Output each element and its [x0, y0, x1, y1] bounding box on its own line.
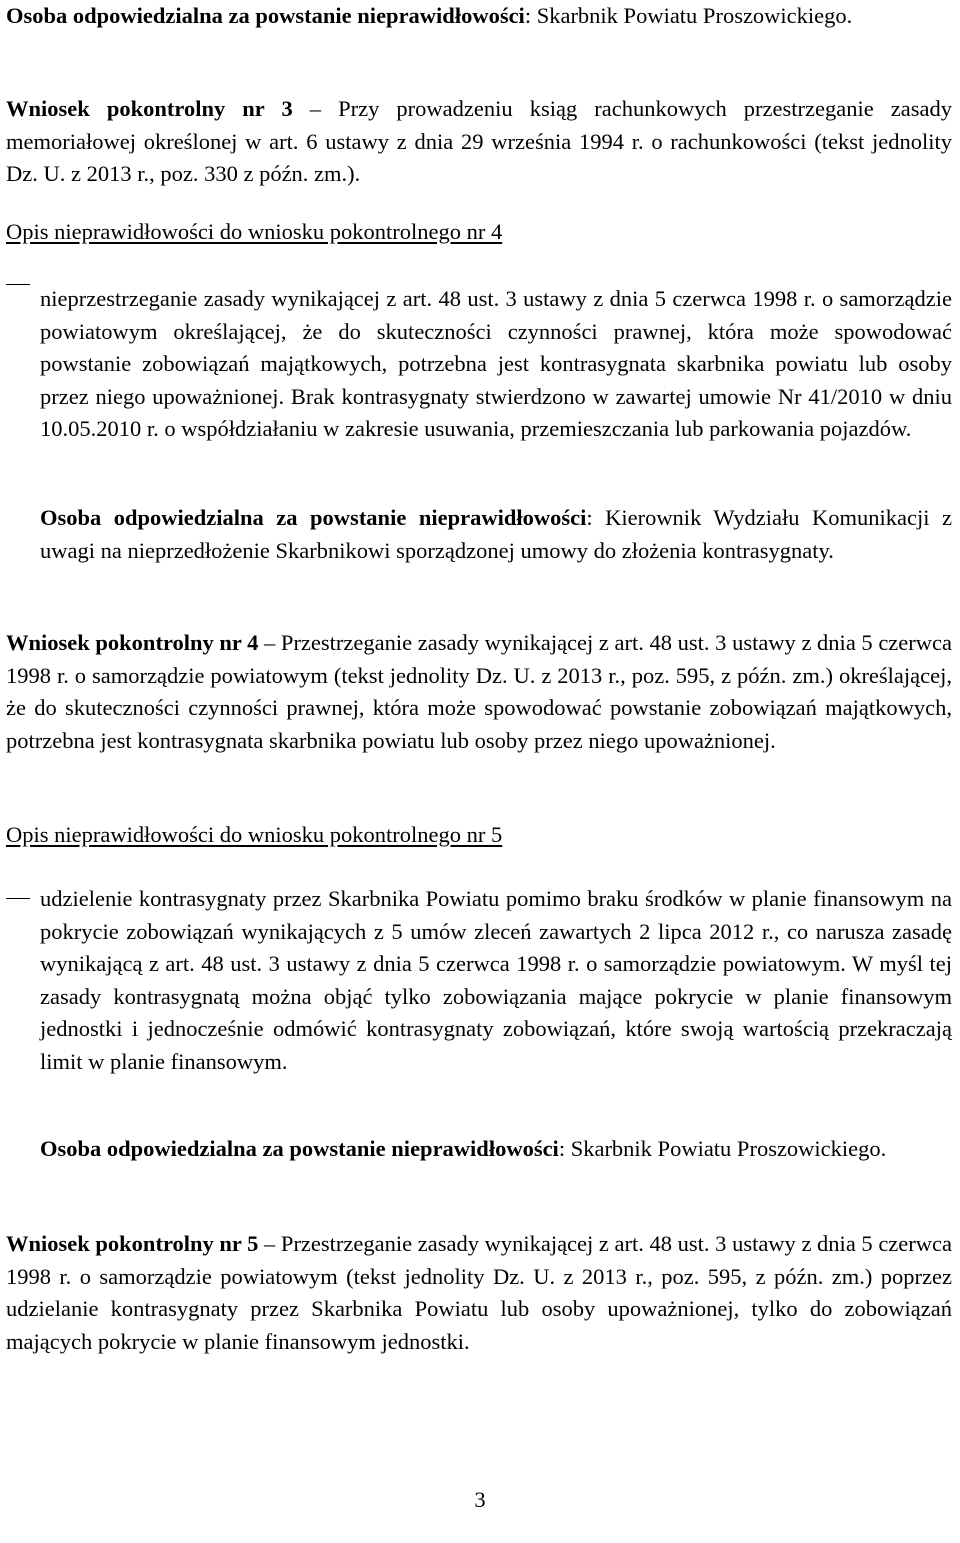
- recommendation-5-text: – Przestrzeganie zasady wynikającej z art. 48 ust. 3 ustawy z dnia 5 czerwca 1998 r. o samorządzie powiatowym (tekst jednolity Dz. U. z 2013 r., poz. 595, z późn. zm.) poprzez udzielanie kontrasygnaty przez Skarbnika Powiatu lub osoby upoważnionej, tylko do zobowiązań mających pokrycie w planie finansowym jednostki.: [6, 1231, 952, 1354]
- responsible-person-paragraph: [40, 1133, 952, 1166]
- recommendation-3-label: Wniosek pokontrolny nr 3: [6, 96, 293, 121]
- recommendation-3-text: – Przy prowadzeniu ksiąg rachunkowych przestrzeganie zasady memoriałowej określonej w art. 6 ustawy z dnia 29 września 1994 r. o rachunkowości (tekst jednolity Dz. U. z 2013 r., poz. 330 z późn. zm.).: [6, 96, 952, 187]
- recommendation-4-label: Wniosek pokontrolny nr 4: [6, 630, 259, 655]
- responsible-person-text: : Skarbnik Powiatu Proszowickiego.: [558, 1136, 887, 1161]
- responsible-person-label: Osoba odpowiedzialna za powstanie nieprawidłowości: [40, 1136, 559, 1161]
- irregularity-heading-4: Opis nieprawidłowości do wniosku pokontrolnego nr 4: [6, 219, 503, 244]
- responsible-person-label: Osoba odpowiedzialna za powstanie nieprawidłowości: [40, 505, 587, 530]
- recommendation-5-paragraph: [6, 1228, 952, 1358]
- responsible-person-paragraph: [40, 502, 952, 567]
- irregularity-item-4: nieprzestrzeganie zasady wynikającej z art. 48 ust. 3 ustawy z dnia 5 czerwca 1998 r. o samorządzie powiatowym określającej, że do skuteczności czynności prawnej, która może spowodować powstanie zobowiązań majątkowych, potrzebna jest kontrasygnata skarbnika powiatu lub osoby przez niego upoważnionej. Brak kontrasygnaty stwierdzono w zawartej umowie Nr 41/2010 w dniu 10.05.2010 r. o współdziałaniu w zakresie usuwania, przemieszczania lub parkowania pojazdów.: [40, 286, 952, 442]
- responsible-person-paragraph: [6, 0, 952, 33]
- list-dash-icon: [6, 284, 30, 285]
- recommendation-4-paragraph: [6, 627, 952, 757]
- irregularity-heading-5: Opis nieprawidłowości do wniosku pokontrolnego nr 5: [6, 822, 503, 847]
- responsible-person-text: : Skarbnik Powiatu Proszowickiego.: [524, 3, 853, 28]
- list-dash-icon: [6, 898, 30, 899]
- recommendation-5-label: Wniosek pokontrolny nr 5: [6, 1231, 259, 1256]
- responsible-person-label: Osoba odpowiedzialna za powstanie nieprawidłowości: [6, 3, 525, 28]
- page-number: 3: [474, 1487, 486, 1512]
- irregularity-item-5: udzielenie kontrasygnaty przez Skarbnika Powiatu pomimo braku środków w planie finansowym na pokrycie zobowiązań wynikających z 5 umów zleceń zawartych 2 lipca 2012 r., co narusza zasadę wynikającą z art. 48 ust. 3 ustawy z dnia 5 czerwca 1998 r. o samorządzie powiatowym. W myśl tej zasady kontrasygnatą można objąć tylko zobowiązania mające pokrycie w planie finansowym jednostki i jednocześnie odmówić kontrasygnaty zobowiązań, które swoją wartością przekraczają limit w planie finansowym.: [40, 886, 952, 1074]
- recommendation-3-paragraph: [6, 93, 952, 191]
- responsible-person-text: : Kierownik Wydziału Komunikacji z uwagi na nieprzedłożenie Skarbnikowi sporządzonej umowy do złożenia kontrasygnaty.: [40, 505, 952, 563]
- recommendation-4-text: – Przestrzeganie zasady wynikającej z art. 48 ust. 3 ustawy z dnia 5 czerwca 1998 r. o samorządzie powiatowym (tekst jednolity Dz. U. z 2013 r., poz. 595, z późn. zm.) określającej, że do skuteczności czynności prawnej, która może spowodować powstanie zobowiązań majątkowych, potrzebna jest kontrasygnata skarbnika powiatu lub osoby przez niego upoważnionej.: [6, 630, 952, 753]
